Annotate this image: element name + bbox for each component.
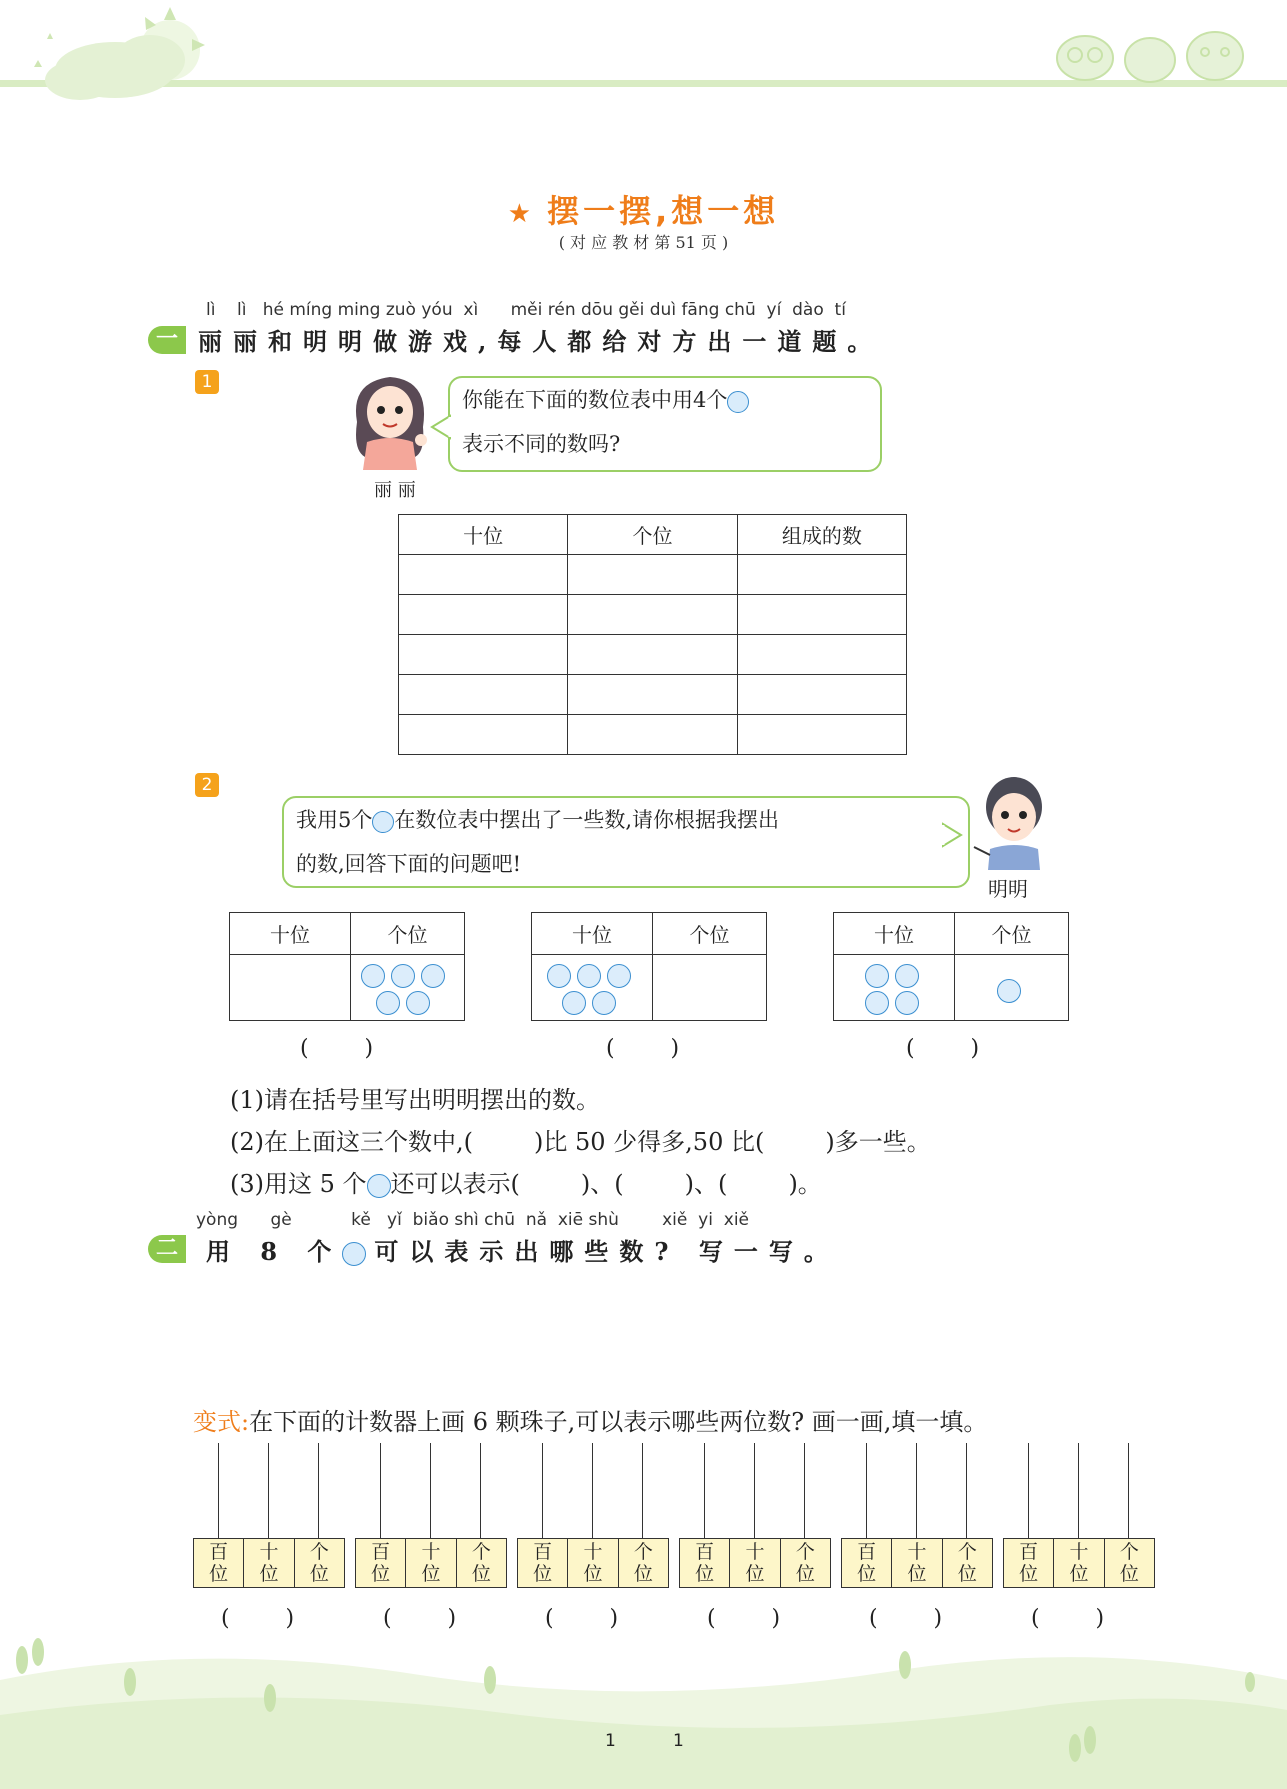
abacus-rod[interactable] bbox=[966, 1443, 967, 1538]
table-cell[interactable] bbox=[399, 595, 568, 635]
title-text: 摆一摆,想一想 bbox=[547, 192, 780, 230]
abacus-rod[interactable] bbox=[754, 1443, 755, 1538]
header-ones: 个位 bbox=[568, 515, 737, 555]
abacus-label: 个 位 bbox=[957, 1541, 977, 1585]
hills-decoration bbox=[0, 1620, 1287, 1789]
header-tens: 十位 bbox=[834, 913, 955, 955]
section1-text: 丽丽和明明做游戏,每人都给对方出一道题。 bbox=[198, 327, 883, 356]
bubble1-line1: 你能在下面的数位表中用4个 bbox=[462, 388, 728, 412]
bead bbox=[997, 979, 1021, 1003]
bead bbox=[547, 964, 571, 988]
abacus-label: 百 位 bbox=[356, 1539, 406, 1587]
table-cell[interactable] bbox=[737, 595, 906, 635]
table-row[interactable] bbox=[399, 715, 907, 755]
abacus-label: 十 位 bbox=[892, 1539, 942, 1587]
star-icon: ★ bbox=[507, 199, 536, 229]
bead bbox=[865, 964, 889, 988]
abacus-rod[interactable] bbox=[592, 1443, 593, 1538]
header-ones: 个位 bbox=[653, 913, 767, 955]
subquestion-3a: (3)用这 5 个 bbox=[230, 1170, 367, 1198]
table-cell[interactable] bbox=[399, 675, 568, 715]
header-ones: 个位 bbox=[955, 913, 1069, 955]
header-ones: 个位 bbox=[351, 913, 465, 955]
table-row[interactable] bbox=[399, 555, 907, 595]
table-cell[interactable] bbox=[737, 635, 906, 675]
ones-cell bbox=[653, 955, 767, 1021]
circle-icon bbox=[727, 391, 749, 413]
section2-text-a: 用 8 个 bbox=[206, 1237, 343, 1266]
header-tens: 十位 bbox=[399, 515, 568, 555]
bubble-tail bbox=[430, 414, 452, 440]
abacus-label: 个 位 bbox=[471, 1541, 491, 1585]
abacus-rod[interactable] bbox=[218, 1443, 219, 1538]
section1-badge: 一 bbox=[148, 326, 186, 354]
abacus-base bbox=[679, 1538, 831, 1588]
header-tens: 十位 bbox=[230, 913, 351, 955]
table-cell[interactable] bbox=[737, 675, 906, 715]
bead bbox=[577, 964, 601, 988]
circle-icon bbox=[342, 1242, 366, 1266]
section2-text-b: 可以表示出哪些数? 写一写。 bbox=[374, 1237, 839, 1266]
bubble2-line1b: 在数位表中摆出了一些数,请你根据我摆出 bbox=[394, 808, 780, 832]
table-cell[interactable] bbox=[568, 675, 737, 715]
bead bbox=[607, 964, 631, 988]
bubble-tail bbox=[941, 822, 963, 848]
bead bbox=[391, 964, 415, 988]
table-cell[interactable] bbox=[399, 635, 568, 675]
abacus-answer-blank[interactable]: ( ) bbox=[545, 1606, 619, 1631]
table-cell[interactable] bbox=[568, 595, 737, 635]
table-cell[interactable] bbox=[737, 715, 906, 755]
bead bbox=[562, 991, 586, 1015]
bead bbox=[376, 991, 400, 1015]
mingming-speech-bubble bbox=[282, 796, 970, 888]
table-cell[interactable] bbox=[737, 555, 906, 595]
mingming-boy-icon bbox=[972, 765, 1054, 875]
abacus-label: 十 位 bbox=[406, 1539, 456, 1587]
abacus-label: 百 位 bbox=[1004, 1539, 1054, 1587]
variant-prompt bbox=[193, 1402, 987, 1437]
section2-badge: 二 bbox=[148, 1235, 186, 1263]
abacus-base bbox=[355, 1538, 507, 1588]
place-value-table-b bbox=[531, 912, 767, 1024]
abacus-label: 个 位 bbox=[795, 1541, 815, 1585]
abacus-rod[interactable] bbox=[804, 1443, 805, 1538]
question2-badge: 2 bbox=[195, 773, 219, 797]
subquestion-3 bbox=[230, 1164, 822, 1199]
bead bbox=[895, 964, 919, 988]
abacus-answer-blank[interactable]: ( ) bbox=[383, 1606, 457, 1631]
circle-icon bbox=[372, 811, 394, 833]
subquestion-3b: 还可以表示( )、( )、( )。 bbox=[390, 1170, 822, 1198]
animals-decoration bbox=[1055, 20, 1255, 85]
abacus-label: 十 位 bbox=[1054, 1539, 1104, 1587]
abacus-rod[interactable] bbox=[380, 1443, 381, 1538]
abacus-rod[interactable] bbox=[1028, 1443, 1029, 1538]
abacus-label: 百 位 bbox=[842, 1539, 892, 1587]
place-value-table-c bbox=[833, 912, 1069, 1024]
abacus-base bbox=[841, 1538, 993, 1588]
table-cell[interactable] bbox=[568, 555, 737, 595]
bead bbox=[361, 964, 385, 988]
page-number-right: 1 bbox=[673, 1731, 684, 1751]
abacus-label: 十 位 bbox=[730, 1539, 780, 1587]
abacus-answer-blank[interactable]: ( ) bbox=[221, 1606, 295, 1631]
answer-blank-c[interactable]: ( ) bbox=[906, 1036, 980, 1061]
page-subtitle: ( 对 应 教 材 第 51 页 ) bbox=[558, 233, 729, 252]
abacus-base bbox=[1003, 1538, 1155, 1588]
abacus-label: 个 位 bbox=[1119, 1541, 1139, 1585]
abacus-rod[interactable] bbox=[480, 1443, 481, 1538]
abacus-label: 个 位 bbox=[309, 1541, 329, 1585]
page-number-left: 1 bbox=[605, 1731, 616, 1751]
answer-blank-a[interactable]: ( ) bbox=[300, 1036, 374, 1061]
abacus-label: 百 位 bbox=[194, 1539, 244, 1587]
lili-girl-icon bbox=[345, 362, 435, 472]
bubble2-line1a: 我用5个 bbox=[296, 808, 373, 832]
abacus-rod[interactable] bbox=[1128, 1443, 1129, 1538]
bead bbox=[421, 964, 445, 988]
place-value-table-a bbox=[229, 912, 465, 1024]
abacus-label: 百 位 bbox=[680, 1539, 730, 1587]
tens-cell bbox=[230, 955, 351, 1021]
abacus-answer-blank[interactable]: ( ) bbox=[707, 1606, 781, 1631]
abacus-rod[interactable] bbox=[542, 1443, 543, 1538]
table-row[interactable] bbox=[399, 595, 907, 635]
abacus-rod[interactable] bbox=[916, 1443, 917, 1538]
abacus-rod[interactable] bbox=[704, 1443, 705, 1538]
section2-text bbox=[206, 1232, 839, 1267]
abacus-rod[interactable] bbox=[318, 1443, 319, 1538]
abacus-label: 个 位 bbox=[633, 1541, 653, 1585]
lili-name: 丽 丽 bbox=[374, 480, 416, 501]
place-value-table-1 bbox=[398, 514, 907, 755]
table-cell[interactable] bbox=[568, 635, 737, 675]
abacus-base bbox=[193, 1538, 345, 1588]
circle-icon bbox=[367, 1174, 391, 1198]
table-cell[interactable] bbox=[568, 715, 737, 755]
table-cell[interactable] bbox=[399, 715, 568, 755]
variant-label: 变式: bbox=[193, 1408, 250, 1436]
bead bbox=[592, 991, 616, 1015]
abacus-answer-blank[interactable]: ( ) bbox=[1031, 1606, 1105, 1631]
page-title bbox=[0, 186, 1287, 232]
bubble2-line2: 的数,回答下面的问题吧! bbox=[296, 852, 522, 876]
mingming-name: 明明 bbox=[988, 877, 1028, 901]
tens-cell bbox=[834, 955, 955, 1021]
bead bbox=[406, 991, 430, 1015]
table-cell[interactable] bbox=[399, 555, 568, 595]
table-row[interactable] bbox=[399, 675, 907, 715]
section2-pinyin: yòng gè kě yǐ biǎo shì chū nǎ xiē shù xiě yi xiě bbox=[196, 1210, 750, 1230]
question1-badge: 1 bbox=[195, 370, 219, 394]
subquestion-1: (1)请在括号里写出明明摆出的数。 bbox=[230, 1086, 600, 1114]
section1-pinyin: lì lì hé míng ming zuò yóu xì měi rén dōu gěi duì fāng chū yí dào tí bbox=[206, 300, 846, 320]
header-tens: 十位 bbox=[532, 913, 653, 955]
variant-text: 在下面的计数器上画 6 颗珠子,可以表示哪些两位数? 画一画,填一填。 bbox=[249, 1408, 988, 1436]
cloud-sun-decoration bbox=[20, 5, 210, 115]
abacus-base bbox=[517, 1538, 669, 1588]
abacus-rod[interactable] bbox=[1078, 1443, 1079, 1538]
bead bbox=[895, 991, 919, 1015]
abacus-label: 十 位 bbox=[568, 1539, 618, 1587]
table-row[interactable] bbox=[399, 635, 907, 675]
header-composed-number: 组成的数 bbox=[737, 515, 906, 555]
answer-blank-b[interactable]: ( ) bbox=[606, 1036, 680, 1061]
lili-speech-bubble bbox=[448, 376, 882, 472]
bead bbox=[865, 991, 889, 1015]
abacus-answer-blank[interactable]: ( ) bbox=[869, 1606, 943, 1631]
abacus-rod[interactable] bbox=[866, 1443, 867, 1538]
abacus-label: 十 位 bbox=[244, 1539, 294, 1587]
abacus-rod[interactable] bbox=[642, 1443, 643, 1538]
bubble1-line2: 表示不同的数吗? bbox=[462, 432, 621, 456]
abacus-label: 百 位 bbox=[518, 1539, 568, 1587]
abacus-rod[interactable] bbox=[268, 1443, 269, 1538]
abacus-rod[interactable] bbox=[430, 1443, 431, 1538]
subquestion-2: (2)在上面这三个数中,( )比 50 少得多,50 比( )多一些。 bbox=[230, 1128, 931, 1156]
